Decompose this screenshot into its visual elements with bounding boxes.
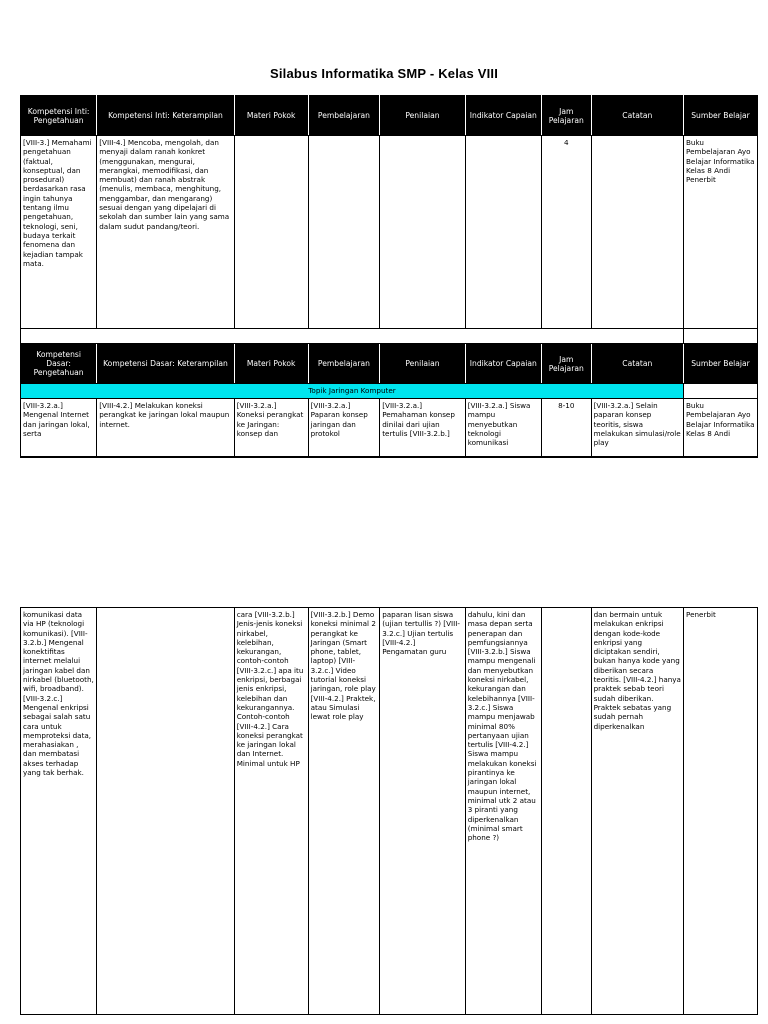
empty-cell: [308, 136, 380, 329]
sumber-cell: Buku Pembelajaran Ayo Belajar Informatika Kelas 8 Andi Penerbit: [684, 136, 758, 329]
header-cell: Kompetensi Inti: Keterampilan: [97, 96, 234, 136]
materi-cell: cara [VIII-3.2.b.] Jenis-jenis koneksi nirkabel, kelebihan, kekurangan, contoh-contoh [VIII-3.2.c.] apa itu enkripsi, berbagai jenis enkripsi, kelebihan dan kekurangannya. Contoh-contoh [VIII-4.2.] Cara koneksi perangkat ke jaringan lokal dan Internet. Minimal untuk HP: [234, 608, 308, 1015]
ki4-cell: [VIII-4.] Mencoba, mengolah, dan menyaji dalam ranah konkret (menggunakan, mengurai, merangkai, memodifikasi, dan membuat) dan ranah abstrak (menulis, membaca, menghitung, menggambar, dan mengarang) sesuai dengan yang dipelajari di sekolah dan sumber lain yang sama dalam sudut pandang/teori.: [97, 136, 234, 329]
pembelajaran-cell: [VIII-3.2.b.] Demo koneksi minimal 2 perangkat ke Jaringan (Smart phone, tablet, laptop) [VIII-3.2.c.] Video tutorial koneksi jaringan, role play [VIII-4.2.] Praktek, atau Simulasi lewat role play: [308, 608, 380, 1015]
jam-cell: [541, 608, 591, 1015]
topic-row: [21, 384, 758, 399]
sumber-cell: Buku Pembelajaran Ayo Belajar Informatika Kelas 8 Andi: [684, 399, 758, 457]
page-title: Silabus Informatika SMP - Kelas VIII: [269, 66, 499, 81]
header-cell: Catatan: [591, 344, 683, 384]
header-cell: Sumber Belajar: [684, 96, 758, 136]
empty-cell: [465, 136, 541, 329]
header-cell: Penilaian: [380, 96, 465, 136]
header-cell: Kompetensi Dasar: Keterampilan: [97, 344, 234, 384]
empty-cell: [380, 136, 465, 329]
pembelajaran-cell: [VIII-3.2.a.] Paparan konsep jaringan dan protokol: [308, 399, 380, 457]
header-cell: Catatan: [591, 96, 683, 136]
catatan-cell: dan bermain untuk melakukan enkripsi dengan kode-kode enkripsi yang diciptakan sendiri, bukan hanya kode yang diberikan secara teoritis. [VIII-4.2.] hanya praktek sebab teori sudah diberikan. Praktek sebatas yang sudah pernah diperkenalkan: [591, 608, 683, 1015]
catatan-cell: [VIII-3.2.a.] Selain paparan konsep teoritis, siswa melakukan simulasi/role play: [591, 399, 683, 457]
header-cell: Materi Pokok: [234, 344, 308, 384]
syllabus-table-page-2: [20, 607, 758, 1015]
header-row-ki: [21, 96, 758, 136]
ki3-cell: [VIII-3.] Memahami pengetahuan (faktual, konseptual, dan prosedural) berdasarkan rasa ingin tahunya tentang ilmu pengetahuan, teknologi, seni, budaya terkait fenomena dan kejadian tampak mata.: [21, 136, 97, 329]
header-cell: Jam Pelajaran: [541, 344, 591, 384]
syllabus-table-page-1: [20, 95, 758, 458]
penilaian-cell: paparan lisan siswa (ujian tertullis ?) [VIII-3.2.c.] Ujian tertulis [VIII-4.2.] Pengamatan guru: [380, 608, 465, 1015]
empty-cell: [591, 136, 683, 329]
header-cell: Materi Pokok: [234, 96, 308, 136]
indikator-cell: [VIII-3.2.a.] Siswa mampu menyebutkan teknologi komunikasi: [465, 399, 541, 457]
header-cell: Indikator Capaian: [465, 96, 541, 136]
kd3-cell: [VIII-3.2.a.] Mengenal Internet dan jaringan lokal, serta: [21, 399, 97, 457]
kd4-cell: [97, 608, 234, 1015]
penilaian-cell: [VIII-3.2.a.] Pemahaman konsep dinilai dari ujian tertulis [VIII-3.2.b.]: [380, 399, 465, 457]
header-row-kd: [21, 344, 758, 384]
empty-cell: [234, 136, 308, 329]
kd3-cell: komunikasi data via HP (teknologi komunikasi). [VIII-3.2.b.] Mengenal konektifitas internet melalui jaringan kabel dan nirkabel (bluetooth, wifi, broadband). [VIII-3.2.c.] Mengenal enkripsi sebagai salah satu cara untuk memproteksi data, merahasiakan , dan membatasi akses terhadap yang tak berhak.: [21, 608, 97, 1015]
sumber-cell: Penerbit: [684, 608, 758, 1015]
table-row-continued: [21, 608, 758, 1015]
topic-label: Topik Jaringan Komputer: [21, 384, 684, 399]
header-cell: Pembelajaran: [308, 344, 380, 384]
header-cell: Pembelajaran: [308, 96, 380, 136]
materi-cell: [VIII-3.2.a.] Koneksi perangkat ke Jaringan: konsep dan: [234, 399, 308, 457]
header-cell: Jam Pelajaran: [541, 96, 591, 136]
header-cell: Kompetensi Inti: Pengetahuan: [21, 96, 97, 136]
kd4-cell: [VIII-4.2.] Melakukan koneksi perangkat ke jaringan lokal maupun internet.: [97, 399, 234, 457]
header-cell: Kompetensi Dasar: Pengetahuan: [21, 344, 97, 384]
header-cell: Penilaian: [380, 344, 465, 384]
table-row-ki: [21, 136, 758, 329]
header-cell: Sumber Belajar: [684, 344, 758, 384]
spacer-row: [21, 329, 758, 344]
table-row-kd: [21, 399, 758, 457]
header-cell: Indikator Capaian: [465, 344, 541, 384]
indikator-cell: dahulu, kini dan masa depan serta penerapan dan pemfungsiannya [VIII-3.2.b.] Siswa mampu mengenali dan menyebutkan koneksi nirkabel, kekurangan dan kelebihannya [VIII-3.2.c.] Siswa mampu menjawab minimal 80% pertanyaan ujian tertulis [VIII-4.2.] Siswa mampu melakukan koneksi pirantinya ke jaringan lokal maupun internet, minimal utk 2 atau 3 piranti yang diperkenalkan (minimal smart phone ?): [465, 608, 541, 1015]
jam-cell: 4: [541, 136, 591, 329]
jam-cell: 8-10: [541, 399, 591, 457]
